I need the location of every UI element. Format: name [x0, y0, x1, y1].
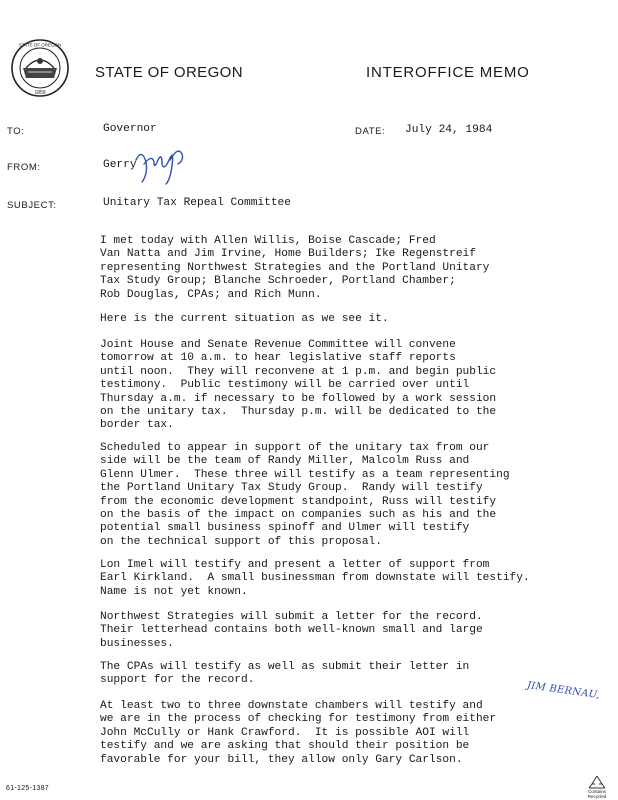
body-paragraph: Northwest Strategies will submit a letter for the record. Their letterhead contains both well-known small and large businesses.: [100, 611, 483, 650]
body-paragraph: Here is the current situation as we see it.: [100, 313, 389, 325]
subject-value: Unitary Tax Repeal Committee: [103, 197, 291, 209]
body-paragraph: At least two to three downstate chambers will testify and we are in the process of checking for testimony from either John McCully or Hank Crawford. It is possible AOI will testify and we are asking that should their position be favorable for your bill, they allow only Gary Carlson.: [100, 700, 497, 766]
date-value: July 24, 1984: [405, 124, 493, 136]
body-paragraph: Joint House and Senate Revenue Committee will convene tomorrow at 10 a.m. to hear legislative staff reports until noon. They will reconvene at 1 p.m. and begin public testimony. Public testimony will be carried over until Thursday a.m. if necessary to be followed by a work session on the unitary tax. Thursday p.m. will be dedicated to the border tax.: [100, 339, 497, 432]
body-paragraph: I met today with Allen Willis, Boise Cascade; Fred Van Natta and Jim Irvine, Home Builders; Ike Regenstreif representing Northwest Strategies and the Portland Unitary Tax Study Group; Blanche Schroeder, Portland Chamber; Rob Douglas, CPAs; and Rich Munn.: [100, 235, 490, 301]
signature-initials: [132, 140, 192, 186]
to-value: Governor: [103, 123, 157, 135]
letterhead-memo-type: INTEROFFICE MEMO: [366, 64, 530, 81]
state-seal-logo: [10, 38, 70, 98]
letterhead-state: STATE OF OREGON: [95, 64, 243, 81]
handwritten-note: JIM BERNAU,: [526, 680, 601, 702]
from-value: Gerry: [103, 159, 137, 171]
recycled-label: Contains Recycled: [587, 789, 607, 799]
to-label: TO:: [7, 126, 25, 137]
date-label: DATE:: [355, 126, 386, 137]
seal-year: 1859: [34, 90, 46, 96]
subject-label: SUBJECT:: [7, 200, 57, 211]
from-label: FROM:: [7, 162, 41, 173]
body-paragraph: Scheduled to appear in support of the unitary tax from our side will be the team of Randy Miller, Malcolm Russ and Glenn Ulmer. These three will testify as a team representing the Portland Unitary Tax Study Group. Randy will testify from the economic development standpoint, Russ will testify on the basis of the impact on companies such as his and the potential small business spinoff and Ulmer will testify on the technical support of this proposal.: [100, 442, 510, 548]
body-paragraph: The CPAs will testify as well as submit their letter in support for the record.: [100, 661, 470, 687]
form-number: 61-125-1387: [6, 785, 49, 792]
body-paragraph: Lon Imel will testify and present a letter of support from Earl Kirkland. A small businessman from downstate will testify. Name is not yet known.: [100, 559, 530, 598]
seal-ring-text: STATE OF OREGON: [18, 42, 62, 48]
